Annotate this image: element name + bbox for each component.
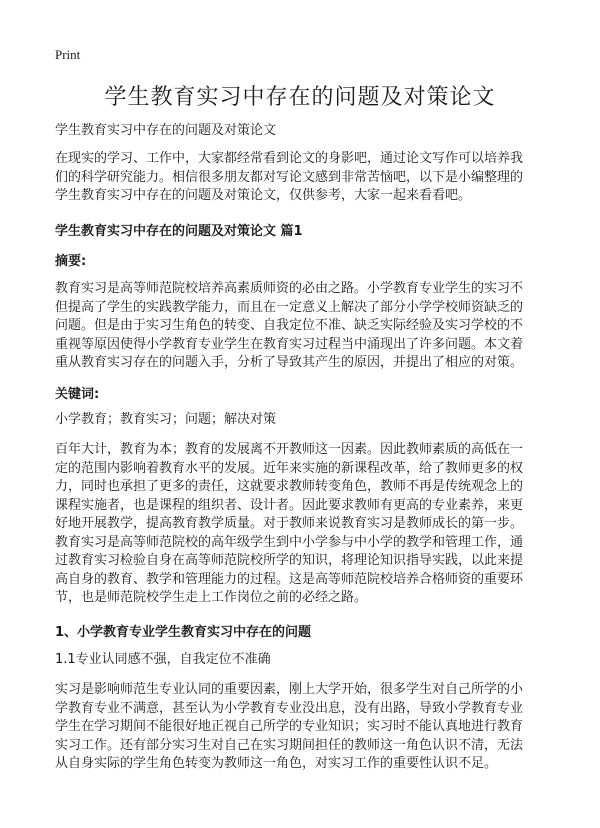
- text-line: 节，也是师范院校学生走上工作岗位之前的必经之路。: [55, 590, 368, 605]
- text-line: 百年大计，教育为本；教育的发展离不开教师这一因素。因此教师素质的高低在一: [55, 442, 524, 457]
- text-line: 教育实习是高等师范院校的高年级学生到中小学参与中小学的教学和管理工作，通: [55, 534, 524, 550]
- text-line: 定的范围内影响着教育水平的发展。近年来实施的新课程改革，给了教师更多的权: [55, 460, 524, 476]
- text-line: 但提高了学生的实践教学能力，而且在一定意义上解决了部分小学学校师资缺乏的: [55, 299, 524, 315]
- print-link[interactable]: Print: [55, 47, 81, 62]
- body-paragraph-1: [55, 441, 555, 608]
- text-line: 学生教育实习中存在的问题及对策论文，仅供参考，大家一起来看看吧。: [55, 188, 472, 203]
- keywords-text: 小学教育；教育实习；问题；解决对策: [55, 412, 277, 427]
- text-line: 重视等原因使得小学教育专业学生在教育实习过程当中涌现出了许多问题。本文着: [55, 336, 524, 352]
- text-line: 力，同时也承担了更多的责任，这就要求教师转变角色，教师不再是传统观念上的: [55, 479, 524, 494]
- text-line: 课程实施者，也是课程的组织者、设计者。因此要求教师有更高的专业素养，来更: [55, 497, 524, 513]
- abstract-paragraph: [55, 280, 555, 373]
- text-line: 实习工作。还有部分实习生对自己在实习期间担任的教师这一角色认识不清，无法: [55, 737, 524, 753]
- text-line: 学教育专业不满意，甚至认为小学教育专业没出息，没有出路，导致小学教育专业: [55, 700, 524, 716]
- heading-1-1: 1.1专业认同感不强，自我定位不准确: [55, 652, 271, 667]
- document-subtitle: 学生教育实习中存在的问题及对策论文: [55, 123, 277, 138]
- text-line: 好地开展教学，提高教育教学质量。对于教师来说教育实习是教师成长的第一步。: [55, 516, 524, 531]
- text-line: 从自身实际的学生角色转变为教师这一角色，对实习工作的重要性认识不足。: [55, 756, 498, 771]
- text-line: 们的科学研究能力。相信很多朋友都对写论文感到非常苦恼吧，以下是小编整理的: [55, 169, 524, 185]
- intro-paragraph: [55, 150, 555, 206]
- text-line: 教育实习是高等师范院校培养高素质师资的必由之路。小学教育专业学生的实习不: [55, 281, 524, 296]
- text-line: 问题。但是由于实习生角色的转变、自我定位不准、缺乏实际经验及实习学校的不: [55, 318, 524, 333]
- abstract-label: 摘要:: [55, 254, 87, 269]
- document-title: 学生教育实习中存在的问题及对策论文: [104, 85, 496, 110]
- section-heading: 学生教育实习中存在的问题及对策论文 篇1: [55, 224, 303, 239]
- keywords-label: 关键词:: [55, 387, 100, 402]
- body-paragraph-2: [55, 681, 555, 774]
- text-line: 学生在学习期间不能很好地正视自己所学的专业知识；实习时不能认真地进行教育: [55, 719, 524, 734]
- heading-1: 1、小学教育专业学生教育实习中存在的问题: [55, 625, 312, 640]
- text-line: 实习是影响师范生专业认同的重要因素，刚上大学开始，很多学生对自己所学的小: [55, 682, 524, 697]
- text-line: 重从教育实习存在的问题入手，分析了导致其产生的原因，并提出了相应的对策。: [55, 355, 524, 370]
- text-line: 高自身的教育、教学和管理能力的过程。这是高等师范院校培养合格师资的重要环: [55, 571, 524, 587]
- text-line: 在现实的学习、工作中，大家都经常看到论文的身影吧，通过论文写作可以培养我: [55, 151, 524, 166]
- text-line: 过教育实习检验自身在高等师范院校所学的知识，将理论知识指导实践，以此来提: [55, 553, 524, 568]
